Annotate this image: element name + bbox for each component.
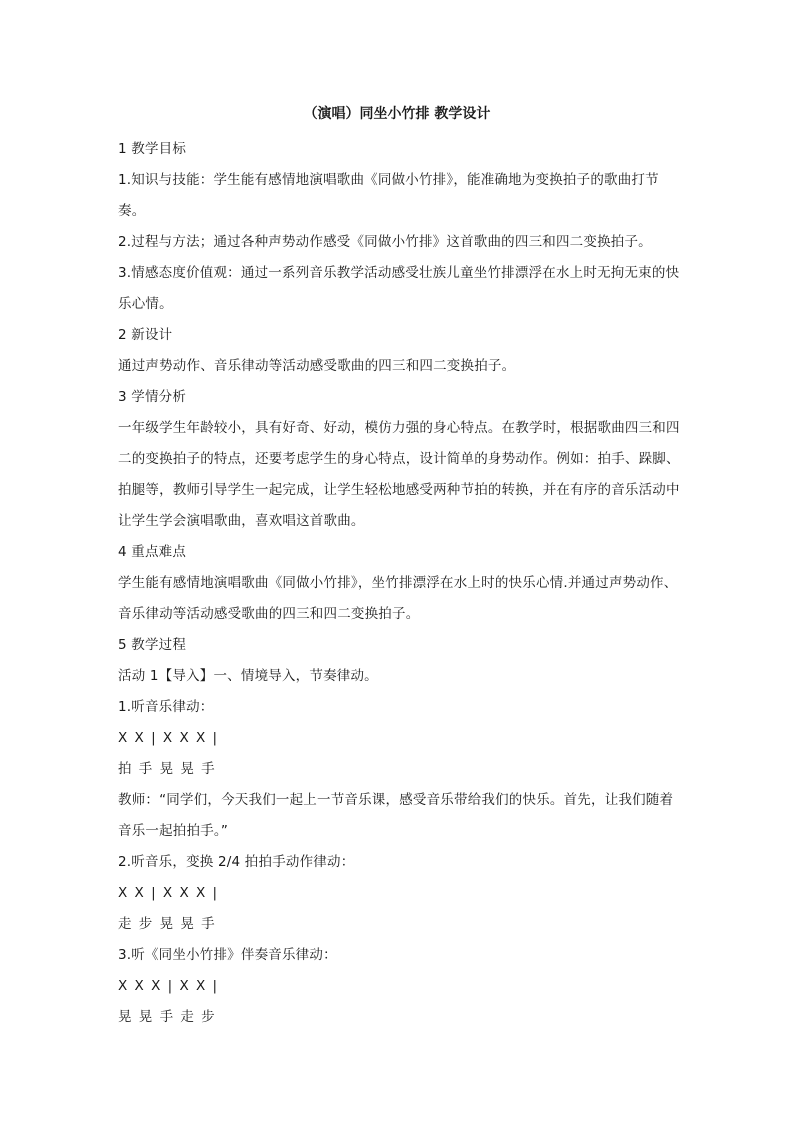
paragraph-new-design: 通过声势动作、音乐律动等活动感受歌曲的四三和四二变换拍子。 — [118, 358, 516, 374]
paragraph-step-1: 1.听音乐律动： — [118, 699, 214, 715]
document-title: （演唱）同坐小竹排 教学设计 — [303, 106, 491, 122]
section-heading-new-design: 2 新设计 — [118, 327, 173, 343]
rhythm-row-1: X X | X X X | — [118, 730, 219, 746]
paragraph-teacher-speech: 教师：“同学们，今天我们一起上一节音乐课，感受音乐带给我们的快乐。首先，让我们随着音乐一起拍拍手。” — [118, 792, 674, 839]
paragraph-student-analysis: 一年级学生年龄较小，具有好奇、好动，模仿力强的身心特点。在教学时，根据歌曲四三和四二的变换拍子的特点，还要考虑学生的身心特点，设计简单的身势动作。例如：拍手、跺脚、拍腿等，教师引导学生一起完成，让学生轻松地感受两种节拍的转换，并在有序的音乐活动中让学生学会演唱歌曲，喜欢唱这首歌曲。 — [118, 420, 680, 529]
paragraph-key-points: 学生能有感情地演唱歌曲《同做小竹排》，坐竹排漂浮在水上时的快乐心情.并通过声势动作、音乐律动等活动感受歌曲的四三和四二变换拍子。 — [118, 575, 678, 622]
action-row-1: 拍 手 晃 晃 手 — [118, 761, 217, 777]
section-heading-student-analysis: 3 学情分析 — [118, 389, 187, 405]
paragraph-emotion-values: 3.情感态度价值观：通过一系列音乐教学活动感受壮族儿童坐竹排漂浮在水上时无拘无束的快乐心情。 — [118, 265, 680, 312]
action-row-3: 晃 晃 手 走 步 — [118, 1009, 217, 1025]
action-row-2: 走 步 晃 晃 手 — [118, 916, 217, 932]
section-heading-key-points: 4 重点难点 — [118, 544, 187, 560]
rhythm-row-3: X X X | X X | — [118, 978, 219, 994]
paragraph-step-3: 3.听《同坐小竹排》伴奏音乐律动： — [118, 947, 337, 963]
paragraph-step-2: 2.听音乐，变换 2/4 拍拍手动作律动： — [118, 854, 355, 870]
document-body — [118, 134, 680, 1033]
section-heading-teaching-process: 5 教学过程 — [118, 637, 187, 653]
paragraph-process-method: 2.过程与方法；通过各种声势动作感受《同做小竹排》这首歌曲的四三和四二变换拍子。 — [118, 234, 652, 250]
paragraph-knowledge-skills: 1.知识与技能：学生能有感情地演唱歌曲《同做小竹排》，能准确地为变换拍子的歌曲打节奏。 — [118, 172, 659, 219]
rhythm-row-2: X X | X X X | — [118, 885, 219, 901]
paragraph-activity-1: 活动 1【导入】一、情境导入，节奏律动。 — [118, 668, 378, 684]
section-heading-teaching-goals: 1 教学目标 — [118, 141, 187, 157]
